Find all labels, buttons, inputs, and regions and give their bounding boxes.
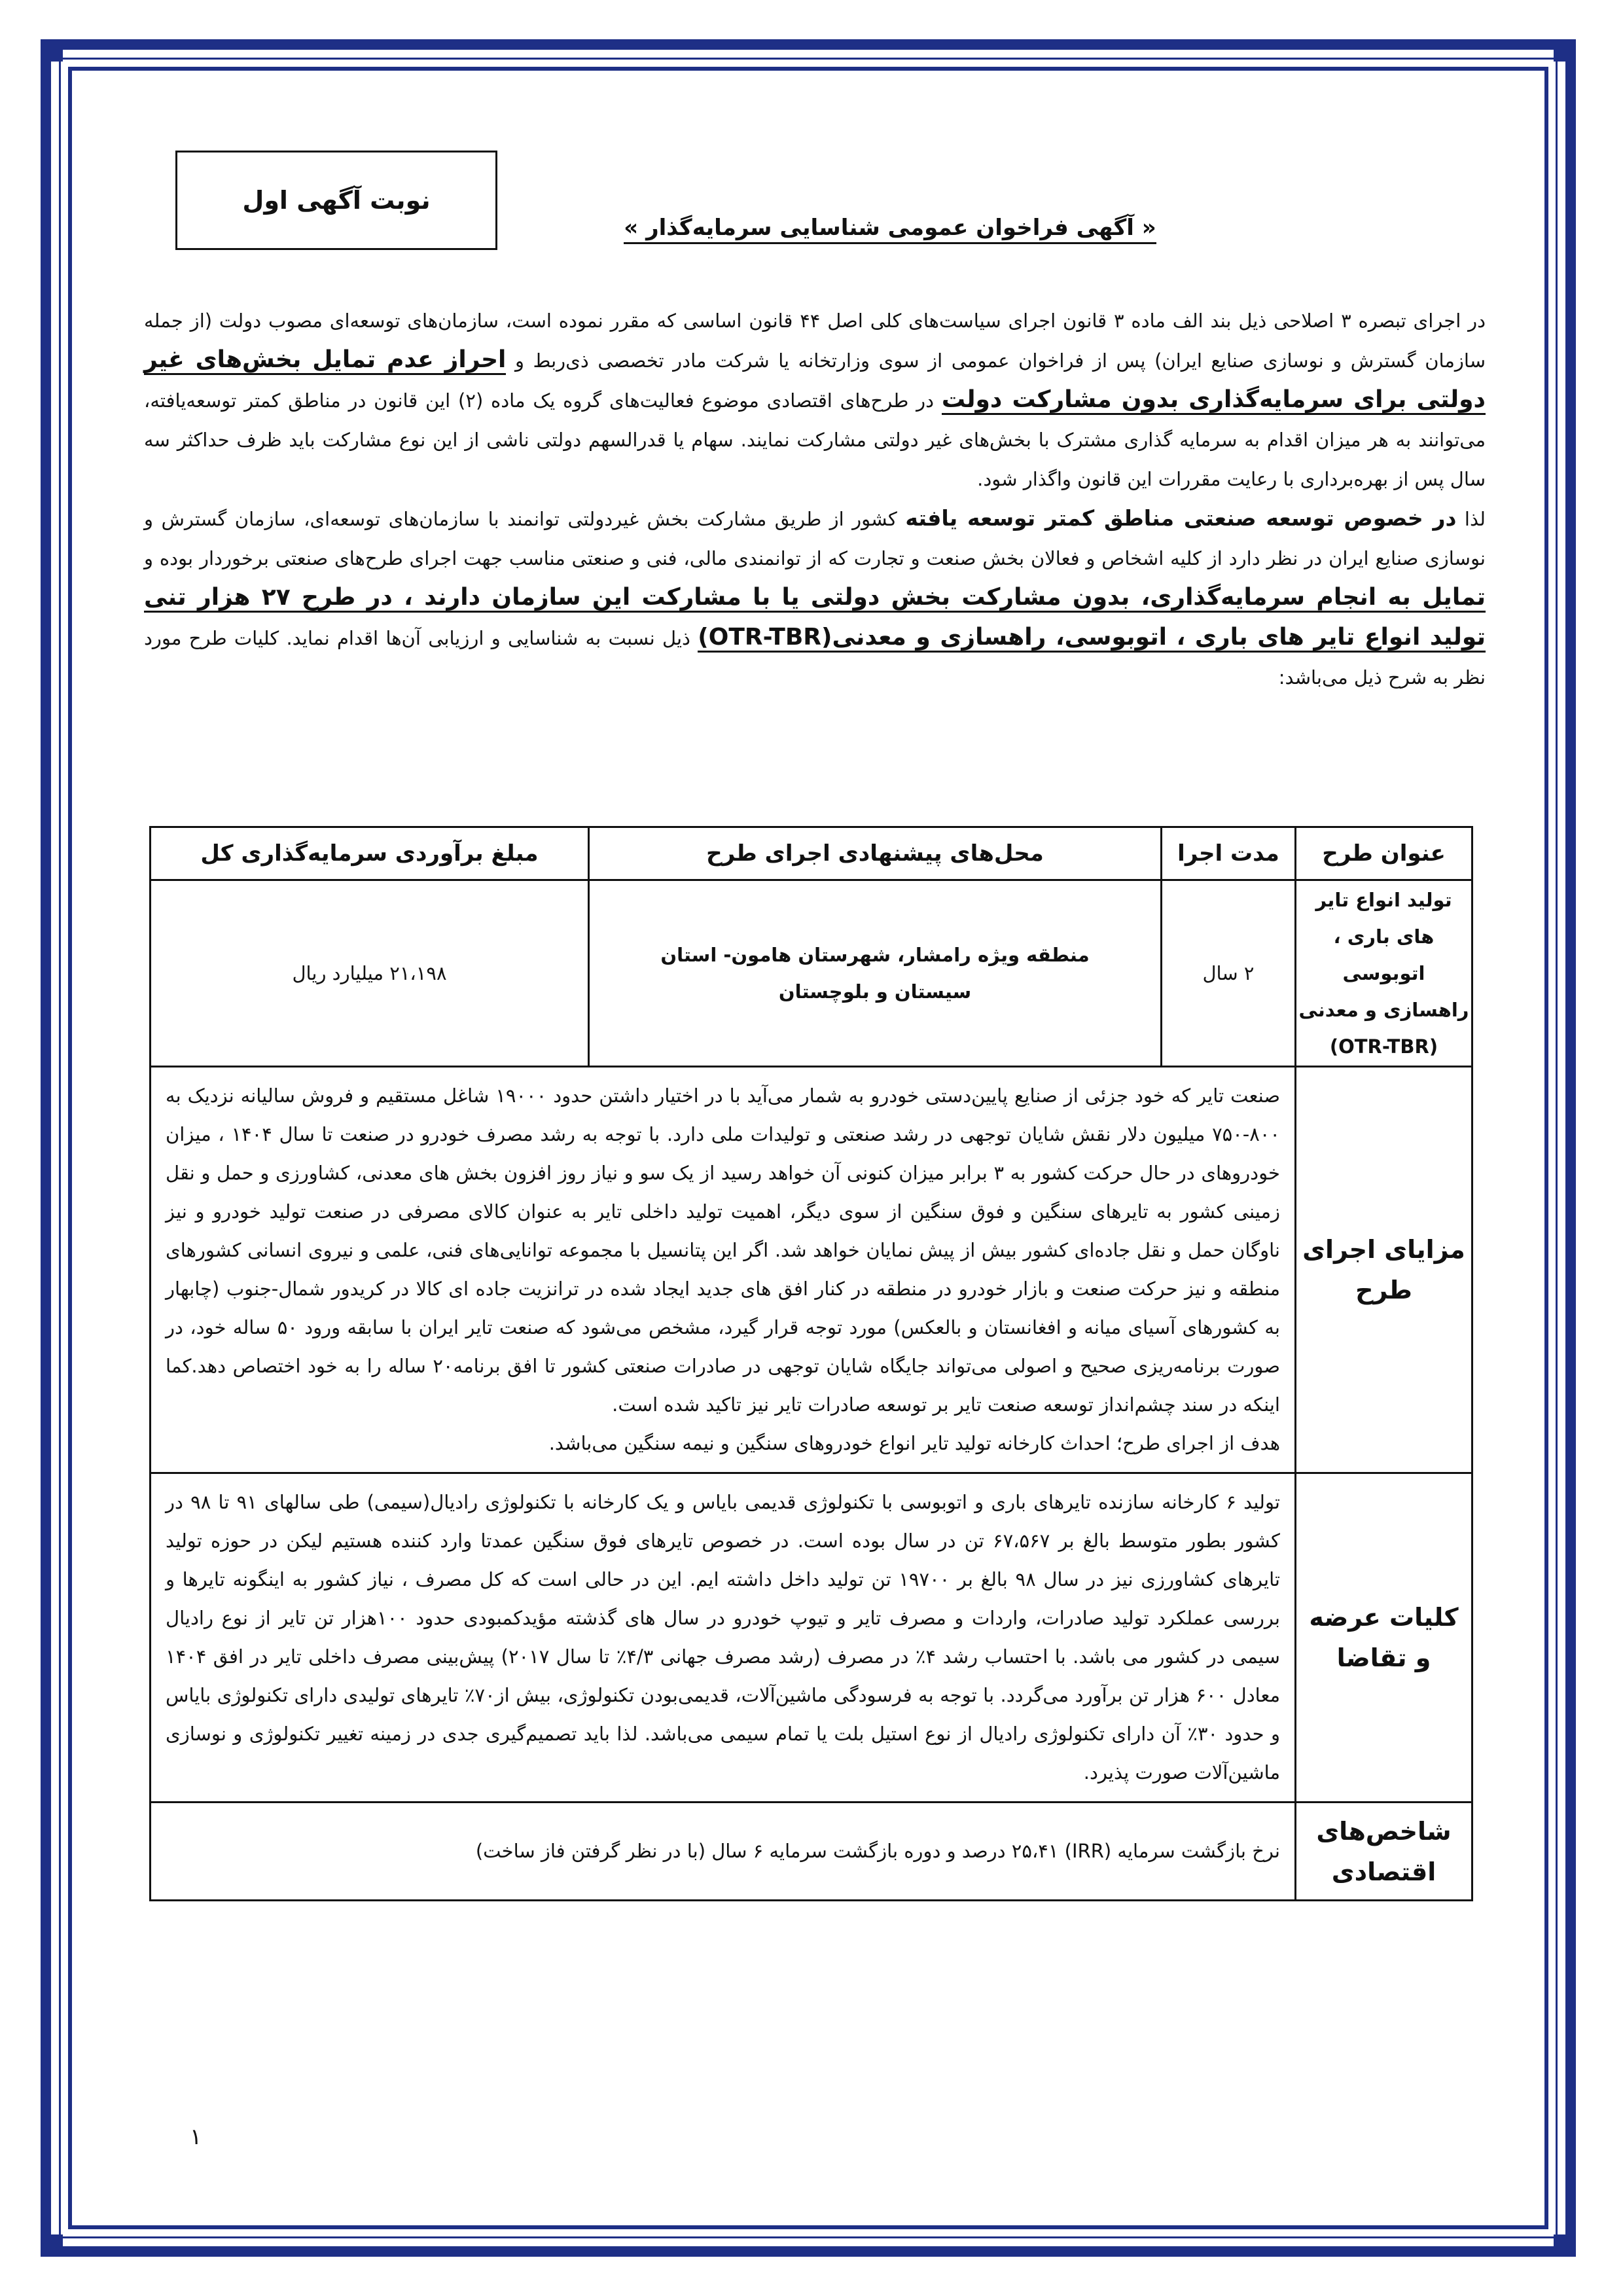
supply-demand-row bbox=[151, 1473, 1472, 1803]
supply-demand-text: تولید ۶ کارخانه سازنده تایرهای باری و اتوبوسی با تکنولوژی قدیمی بایاس و یک کارخانه با تکنولوژی رادیال(سیمی) طی سالهای ۹۱ تا ۹۸ در کشور بطور متوسط بالغ بر ۶۷،۵۶۷ تن در سال بوده است. در خصوص تایرهای فوق سنگین عمدتا وارد کننده هستیم لیکن در حوزه تولید تایرهای کشاورزی نیز در سال ۹۸ بالغ بر ۱۹۷۰۰ تن تولید داخل داشته ایم. این در حالی است که کل مصرف ، نیاز کشور به اینگونه تایرها و بررسی عملکرد تولید صادرات، واردات و مصرف تایر و تیوپ خودرو در سال های گذشته مؤیدکمبودی حدود ۱۰۰هزار تن تایر از نوع رادیال سیمی در کشور می باشد. با احتساب رشد ۴٪ در مصرف (رشد مصرف جهانی ۴/۳٪ تا سال ۲۰۱۷) پیش‌بینی مصرف داخلی تایر در افق ۱۴۰۴ معادل ۶۰۰ هزار تن برآورد می‌گردد. با توجه به فرسودگی ماشین‌آلات، قدیمی‌بودن تکنولوژی، بیش از۷۰٪ تایرهای تولیدی دارای تکنولوژی بایاس و حدود ۳۰٪ آن دارای تکنولوژی رادیال از نوع استیل بلت یا تمام سیمی می‌باشد. لذا باید تصمیم‌گیری جدی در زمینه تغییر تکنولوژی و نوسازی ماشین‌آلات صورت پذیرد. bbox=[151, 1473, 1296, 1803]
header-investment: مبلغ برآوردی سرمایه‌گذاری کل bbox=[151, 827, 589, 880]
notice-round-box bbox=[175, 151, 497, 250]
border-corner bbox=[1554, 2234, 1576, 2257]
intro-paragraph-1: در اجرای تبصره ۳ اصلاحی ذیل بند الف ماده ۳ قانون اجرای سیاست‌های کلی اصل ۴۴ قانون اساسی که مقرر نموده است، سازمان‌های توسعه‌ای مصوب دولت (از جمله سازمان گسترش و نوسازی صنایع ایران) پس از فراخوان عمومی از سوی وزارتخانه یا شرکت مادر تخصصی ذی‌ربط و احراز عدم تمایل بخش‌های غیر دولتی برای سرمایه‌گذاری بدون مشارکت دولت در طرح‌های اقتصادی موضوع فعالیت‌های گروه یک ماده (۲) این قانون در مناطق کمتر توسعه‌یافته، می‌توانند به هر میزان اقدام به سرمایه گذاری مشترک با بخش‌های غیر دولتی مشارکت نمایند. سهام یا قدرالسهم دولتی ناشی از این نوع مشارکت باید ظرف حداکثر سه سال پس از بهره‌برداری با رعایت مقررات این قانون واگذار شود. bbox=[144, 310, 1486, 490]
table-header-row bbox=[151, 827, 1472, 880]
header-locations: محل‌های پیشنهادی اجرای طرح bbox=[589, 827, 1162, 880]
intro-emphasis-2: تمایل به انجام سرمایه‌گذاری، بدون مشارکت بخش دولتی یا با مشارکت این سازمان دارند ، در طرح ۲۷ هزار تنی تولید انواع تایر های باری ، اتوبوسی، راهسازی و معدنی(OTR-TBR) bbox=[144, 584, 1486, 653]
announcement-title: « آگهی فراخوان عمومی شناسایی سرمایه‌گذار » bbox=[563, 215, 1217, 241]
intro-paragraph-2: لذا در خصوص توسعه صنعتی مناطق کمتر توسعه یافته کشور از طریق مشارکت بخش غیردولتی توانمند با سازمان‌های توسعه‌ای، سازمان گسترش و نوسازی صنایع ایران در نظر دارد از کلیه اشخاص و فعالان بخش صنعت و تجارت که از توانمندی مالی، فنی و صنعتی مناسب جهت اجرای طرح‌های صنعتی برخوردار بوده و تمایل به انجام سرمایه‌گذاری، بدون مشارکت بخش دولتی یا با مشارکت این سازمان دارند ، در طرح ۲۷ هزار تنی تولید انواع تایر های باری ، اتوبوسی، راهسازی و معدنی(OTR-TBR) ذیل نسبت به شناسایی و ارزیابی آن‌ها اقدام نماید. کلیات طرح مورد نظر به شرح ذیل می‌باشد: bbox=[144, 505, 1486, 689]
project-table bbox=[149, 826, 1473, 1901]
intro-text bbox=[144, 301, 1486, 697]
benefits-row bbox=[151, 1067, 1472, 1473]
border-corner bbox=[41, 2234, 63, 2257]
border-corner bbox=[1554, 39, 1576, 62]
supply-demand-label: کلیات عرضه و تقاضا bbox=[1296, 1473, 1472, 1803]
project-title-cell: تولید انواع تایر های باری ، اتوبوسی راهسازی و معدنی (OTR-TBR) bbox=[1296, 880, 1472, 1067]
border-corner bbox=[41, 39, 63, 62]
indicators-row bbox=[151, 1803, 1472, 1901]
investment-cell: ۲۱،۱۹۸ میلیارد ریال bbox=[151, 880, 589, 1067]
notice-round-label: نوبت آگهی اول bbox=[242, 186, 431, 215]
table-row bbox=[151, 880, 1472, 1067]
page-number: ۱ bbox=[190, 2124, 202, 2150]
indicators-label: شاخص‌های اقتصادی bbox=[1296, 1803, 1472, 1901]
duration-cell: ۲ سال bbox=[1162, 880, 1296, 1067]
intro-bold-1: در خصوص توسعه صنعتی مناطق کمتر توسعه یافته bbox=[905, 505, 1457, 531]
document-page bbox=[105, 98, 1518, 2193]
locations-cell: منطقه ویژه رامشار، شهرستان هامون- استان سیستان و بلوچستان bbox=[589, 880, 1162, 1067]
indicators-text: نرخ بازگشت سرمایه (IRR) ۲۵،۴۱ درصد و دوره بازگشت سرمایه ۶ سال (با در نظر گرفتن فاز ساخت) bbox=[151, 1803, 1296, 1901]
benefits-text: صنعت تایر که خود جزئی از صنایع پایین‌دستی خودرو به شمار می‌آید با در اختیار داشتن حدود ۱۹۰۰۰ شاغل مستقیم و فروش سالیانه نزدیک به ۸۰۰-۷۵۰ میلیون دلار نقش شایان توجهی در رشد صنعتی و تولیدات ملی دارد. با توجه به رشد مصرف خودرو در صنعت تا سال ۱۴۰۴ ، میزان خودروهای در حال حرکت کشور به ۳ برابر میزان کنونی آن خواهد رسید از یک سو و نیاز روز افزون بخش های معدنی، کشاورزی و حمل و نقل زمینی کشور به تایرهای سنگین و فوق سنگین از سوی دیگر، اهمیت تولید داخلی تایر به عنوان کالای مصرفی در صنعت تولید خودرو و نیز ناوگان حمل و نقل جاده‌ای کشور بیش از پیش نمایان خواهد شد. اگر این پتانسیل با مجموعه توانایی‌های فنی، علمی و نیروی انسانی کشورهای منطقه و نیز حرکت صنعت و بازار خودرو در منطقه در کنار افق های جدید ایجاد شده در ترانزیت جاده ای کالا در کریدور شمال-جنوب (چابهار به کشورهای آسیای میانه و افغانستان و بالعکس) مورد توجه قرار گیرد، مشخص می‌شود که صنعت تایر ایران با سابقه ورود ۵۰ ساله خود، در صورت برنامه‌ریزی صحیح و اصولی می‌تواند جایگاه شایان توجهی در صادرات صنعتی کشور تا افق برنامه۲۰ ساله را به خود اختصاص دهد.کما اینکه در سند چشم‌انداز توسعه صنعت تایر بر توسعه صادرات تایر نیز تاکید شده است. هدف از اجرای طرح؛ احداث کارخانه تولید تایر انواع خودروهای سنگین و نیمه سنگین می‌باشد. bbox=[151, 1067, 1296, 1473]
benefits-label: مزایای اجرای طرح bbox=[1296, 1067, 1472, 1473]
header-duration: مدت اجرا bbox=[1162, 827, 1296, 880]
header-title: عنوان طرح bbox=[1296, 827, 1472, 880]
intro-emphasis-1: احراز عدم تمایل بخش‌های غیر دولتی برای سرمایه‌گذاری بدون مشارکت دولت bbox=[144, 346, 1486, 415]
